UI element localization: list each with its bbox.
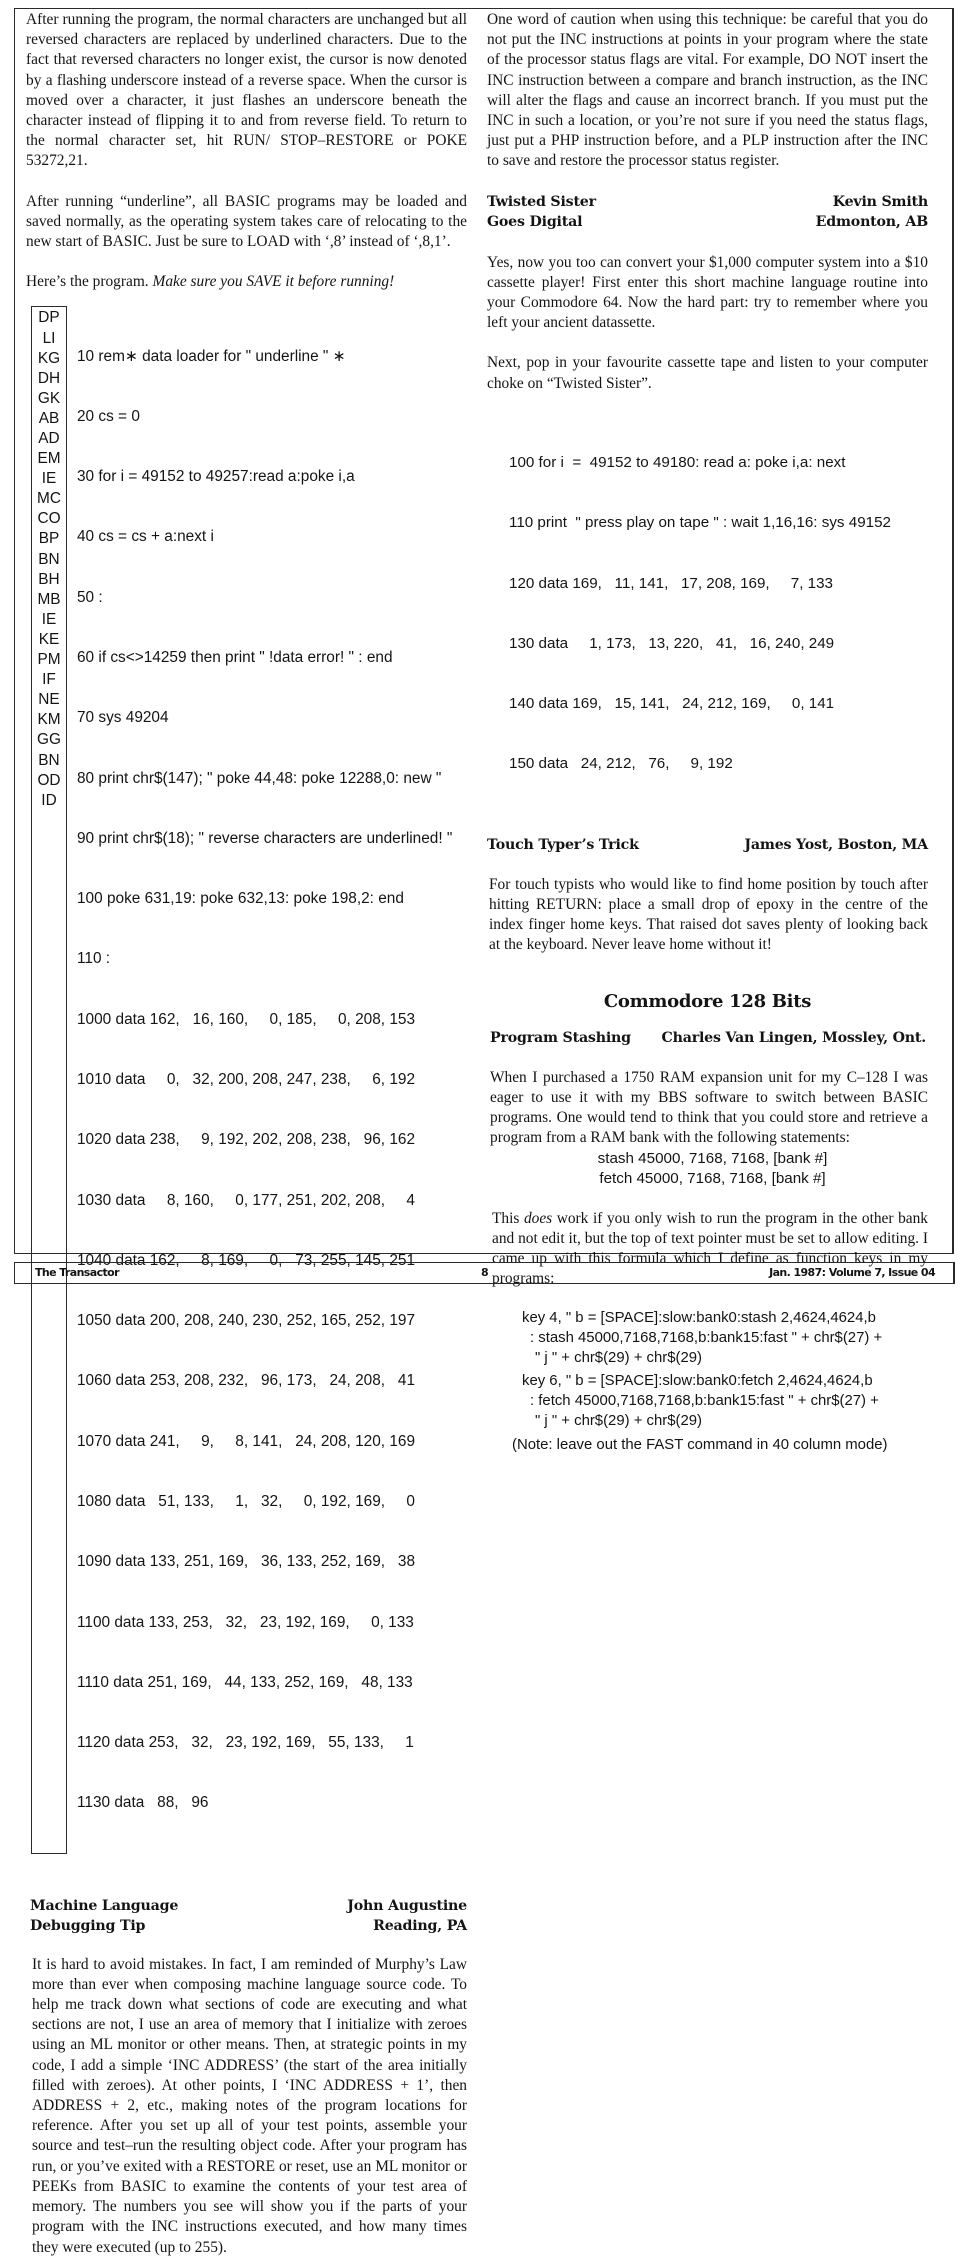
code-line: 1120 data 253, 32, 23, 192, 169, 55, 133, 1 <box>77 1734 414 1752</box>
program-listing <box>26 306 467 1853</box>
checksum: MB <box>37 590 61 608</box>
code-line: 130 data 1, 173, 13, 220, 41, 16, 240, 249 <box>509 634 835 652</box>
checksum: AB <box>38 409 60 427</box>
article-author: Kevin Smith <box>832 193 928 210</box>
key6-definition: key 6, " b = [SPACE]:slow:bank0:fetch 2,4624,4624,b : fetch 45000,7168,7168,b:bank15:fast " + chr$(27) + " j " + chr$(29) + chr$(29) <box>522 1372 879 1430</box>
ml-debugging-tip-header <box>26 1896 467 1936</box>
checksum: GK <box>37 389 61 407</box>
save-warning: Make sure you SAVE it before running! <box>152 273 395 291</box>
code-line: 60 if cs<>14259 then print " !data error! " : end <box>77 649 393 667</box>
checksum: IE <box>41 470 57 488</box>
ml-debugging-tip-body: It is hard to avoid mistakes. In fact, I am reminded of Murphy’s Law more than ever when composing machine language source code. To help me track down what sections of code are executing and what sections are not, I use an area of memory that I initialize with zeroes using an ML monitor or other means. Then, at strategic points in my code, I add a simple ‘INC ADDRESS’ (the start of the area initially filled with zeroes). At other points, I ‘INC ADDRESS + 1’, then ADDRESS + 2, etc., making notes of the program locations for reference. After you set up all of your test points, assemble your source and test–run the resulting object code. After your program has run, or you’ve exited with a RESTORE or reset, use an ML monitor or PEEKs from BASIC to examine the contents of your test area of memory. The numbers you see will show you if the parts of your program with the INC instructions executed, and how many times they were executed (up to 255). <box>32 1955 467 2256</box>
code-line: 110 : <box>77 950 111 968</box>
twisted-sister-paragraph-2: Next, pop in your favourite cassette tape and listen to your computer choke on “Twisted Sister”. <box>487 354 928 392</box>
article-title: Touch Typer’s Trick <box>487 836 639 853</box>
code-line: 90 print chr$(18); " reverse characters are underlined! " <box>77 829 453 847</box>
fast-command-note: (Note: leave out the FAST command in 40 column mode) <box>512 1437 888 1454</box>
commodore-128-section-title: Commodore 128 Bits <box>603 990 812 1012</box>
code-line: 30 for i = 49152 to 49257:read a:poke i,a <box>77 468 355 486</box>
touch-typer-body: For touch typists who would like to find home position by touch after hitting RETURN: place a small drop of epoxy in the centre of the index finger home keys. That raised dot saves plenty of looking back at the keyboard. Never leave home without it! <box>489 875 928 954</box>
key4-definition: key 4, " b = [SPACE]:slow:bank0:stash 2,4624,4624,b : stash 45000,7168,7168,b:bank15:fast " + chr$(27) + " j " + chr$(29) + chr$(29) <box>522 1309 883 1366</box>
checksum: PM <box>37 651 61 669</box>
article-title: Twisted Sister <box>487 193 596 210</box>
code-line: 110 print " press play on tape " : wait 1,16,16: sys 49152 <box>509 514 891 532</box>
article-title: Goes Digital <box>487 213 583 230</box>
magazine-name: The Transactor <box>35 1266 119 1279</box>
program-intro-paragraph: Here’s the program. Make sure you SAVE it before running! <box>26 273 395 291</box>
checksum: DP <box>38 309 60 327</box>
issue-info: Jan. 1987: Volume 7, Issue 04 <box>769 1266 935 1279</box>
checksum-column <box>31 306 67 1853</box>
checksum: BP <box>38 530 60 548</box>
code-line: 1020 data 238, 9, 192, 202, 208, 238, 96, 162 <box>77 1131 416 1149</box>
checksum: LI <box>42 329 56 347</box>
code-line: 1030 data 8, 160, 0, 177, 251, 202, 208, 4 <box>77 1191 415 1209</box>
code-line: 1100 data 133, 253, 32, 23, 192, 169, 0, 133 <box>77 1613 414 1631</box>
code-line: 1080 data 51, 133, 1, 32, 0, 192, 169, 0 <box>77 1492 415 1510</box>
article-author: Charles Van Lingen, Mossley, Ont. <box>661 1029 926 1046</box>
checksum: DH <box>37 369 61 387</box>
code-line: 1070 data 241, 9, 8, 141, 24, 208, 120, 169 <box>77 1432 416 1450</box>
code-line: 1060 data 253, 208, 232, 96, 173, 24, 208, 41 <box>77 1372 416 1390</box>
code-line: 10 rem∗ data loader for " underline " ∗ <box>77 347 346 365</box>
code-line: 120 data 169, 11, 141, 17, 208, 169, 7, 133 <box>509 574 833 592</box>
code-line: 1000 data 162, 16, 160, 0, 185, 0, 208, 153 <box>77 1010 416 1028</box>
right-column <box>487 10 928 1455</box>
checksum: BN <box>38 751 60 769</box>
checksum: NE <box>38 691 60 709</box>
checksum: BH <box>38 570 60 588</box>
code-line: 80 print chr$(147); " poke 44,48: poke 12288,0: new " <box>77 769 442 787</box>
checksum: ID <box>41 791 57 809</box>
checksum: KG <box>37 349 61 367</box>
checksum: KM <box>37 711 61 729</box>
code-line: 1090 data 133, 251, 169, 36, 133, 252, 169, 38 <box>77 1553 416 1571</box>
checksum: IF <box>42 671 56 689</box>
code-line: 1040 data 162, 8, 169, 0, 73, 255, 145, 251 <box>77 1251 416 1269</box>
twisted-sister-code <box>487 413 928 815</box>
article-title: Machine Language <box>30 1897 179 1914</box>
checksum: CO <box>37 510 61 528</box>
article-author: James Yost, Boston, MA <box>744 836 928 853</box>
code-line: 70 sys 49204 <box>77 709 169 727</box>
page-number: 8 <box>481 1266 489 1279</box>
checksum: AD <box>38 430 60 447</box>
article-location: Reading, PA <box>373 1917 467 1934</box>
checksum: EM <box>37 450 61 468</box>
article-title: Program Stashing <box>490 1029 631 1046</box>
code-line: 20 cs = 0 <box>77 407 140 425</box>
page-footer <box>14 1262 955 1284</box>
program-stashing-paragraph-2: This does work if you only wish to run the program in the other bank and not edit it, but the top of text pointer must be set to allow editing. I came up with this formula which I define as function keys in my programs: <box>492 1209 928 1288</box>
program-stashing-header <box>487 1028 928 1048</box>
code-line: 1050 data 200, 208, 240, 230, 252, 165, 252, 197 <box>77 1312 416 1330</box>
caution-paragraph: One word of caution when using this technique: be careful that you do not put the INC instructions at points in your program where the state of the processor status flags are vital. For example, DO NOT insert the INC instruction between a compare and branch instruction, as the INC will alter the flags and cause an incorrect branch. If you must put the INC in such a location, or you’re not sure if you need the status flags, just put a PHP instruction before, and a PLP instruction after the INC to save and restore the processor status register. <box>487 11 928 170</box>
article-location: Edmonton, AB <box>815 213 928 230</box>
underline-loading-paragraph: After running “underline”, all BASIC programs may be loaded and saved normally, as the operating system takes care of relocating to the new start of BASIC. Just be sure to LOAD with ‘,8’ instead of ‘,8,1’. <box>26 192 467 251</box>
code-line: 40 cs = cs + a:next i <box>77 528 214 546</box>
twisted-sister-header <box>487 192 928 232</box>
code-line: 50 : <box>77 588 103 606</box>
code-column <box>67 306 452 1853</box>
fetch-statement: fetch 45000, 7168, 7168, [bank #] <box>599 1169 826 1187</box>
code-line: 1010 data 0, 32, 200, 208, 247, 238, 6, 192 <box>77 1071 416 1088</box>
code-line: 100 for i = 49152 to 49180: read a: poke i,a: next <box>509 454 846 472</box>
underline-explanation-paragraph: After running the program, the normal characters are unchanged but all reversed characters are replaced by underlined characters. Due to the fact that reversed characters no longer exist, the cursor is now denoted by a flashing underscore instead of a reverse space. When the cursor is moved over a character, it just flashes an underscore beneath the character instead of flipping it to and from reverse field. To return to the normal character set, hit RUN/ STOP–RESTORE or POKE 53272,21. <box>26 11 467 170</box>
twisted-sister-paragraph-1: Yes, now you too can convert your $1,000 computer system into a $10 cassette player! First enter this short machine language routine into your Commodore 64. Now the hard part: try to remember where you left your ancient datassette. <box>487 253 928 332</box>
checksum: IE <box>41 610 57 628</box>
article-author: John Augustine <box>347 1897 467 1914</box>
program-stashing-paragraph-1: When I purchased a 1750 RAM expansion unit for my C–128 I was eager to use it with my BBS software to switch between BASIC programs. One would tend to think that you could store and retrieve a program from a RAM bank with the following statements: <box>490 1068 928 1147</box>
code-line: 1130 data 88, 96 <box>77 1794 209 1812</box>
checksum: BN <box>38 550 60 568</box>
left-column <box>26 10 467 2258</box>
stash-statement: stash 45000, 7168, 7168, [bank #] <box>597 1149 828 1167</box>
article-title: Debugging Tip <box>30 1917 146 1934</box>
checksum: GG <box>37 731 61 749</box>
code-line: 140 data 169, 15, 141, 24, 212, 169, 0, 141 <box>509 695 835 713</box>
code-line: 150 data 24, 212, 76, 9, 192 <box>509 755 733 773</box>
checksum: MC <box>37 490 61 508</box>
checksum: OD <box>37 771 61 789</box>
code-line: 1110 data 251, 169, 44, 133, 252, 169, 48, 133 <box>77 1673 413 1691</box>
touch-typer-header <box>487 835 928 855</box>
code-line: 100 poke 631,19: poke 632,13: poke 198,2: end <box>77 890 404 908</box>
checksum: KE <box>38 630 60 648</box>
